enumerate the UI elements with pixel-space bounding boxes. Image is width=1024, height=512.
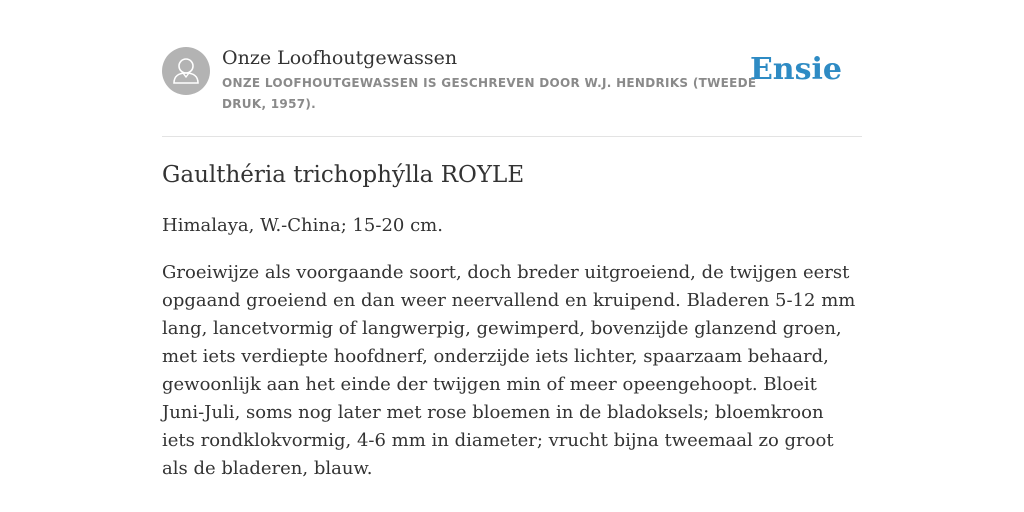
user-icon (162, 47, 210, 95)
source-title[interactable]: Onze Loofhoutgewassen (222, 47, 458, 69)
entry-title: Gaulthéria trichophýlla ROYLE (162, 162, 525, 188)
brand-logo[interactable]: Ensie (749, 52, 842, 87)
source-header (162, 44, 862, 137)
entry-paragraph: Himalaya, W.-China; 15-20 cm. (162, 215, 443, 236)
entry-paragraph: Groeiwijze als voorgaande soort, doch breder uitgroeiend, de twijgen eerst opgaand groeiend en dan weer neervallend en kruipend. Bladeren 5-12 mm lang, lancetvormig of langwerpig, gewimperd, bovenzijde glanzend groen, met iets verdiepte hoofdnerf, onderzijde iets lichter, spaarzaam behaard, gewoonlijk aan het einde der twijgen min of meer opeengehoopt. Bloeit Juni-Juli, soms nog later met rose bloemen in de bladoksels; bloemkroon iets rondklokvormig, 4-6 mm in diameter; vrucht bijna tweemaal zo groot als de bladeren, blauw. (162, 262, 856, 479)
source-description: ONZE LOOFHOUTGEWASSEN IS GESCHREVEN DOOR W.J. HENDRIKS (TWEEDE DRUK, 1957). (222, 76, 757, 111)
